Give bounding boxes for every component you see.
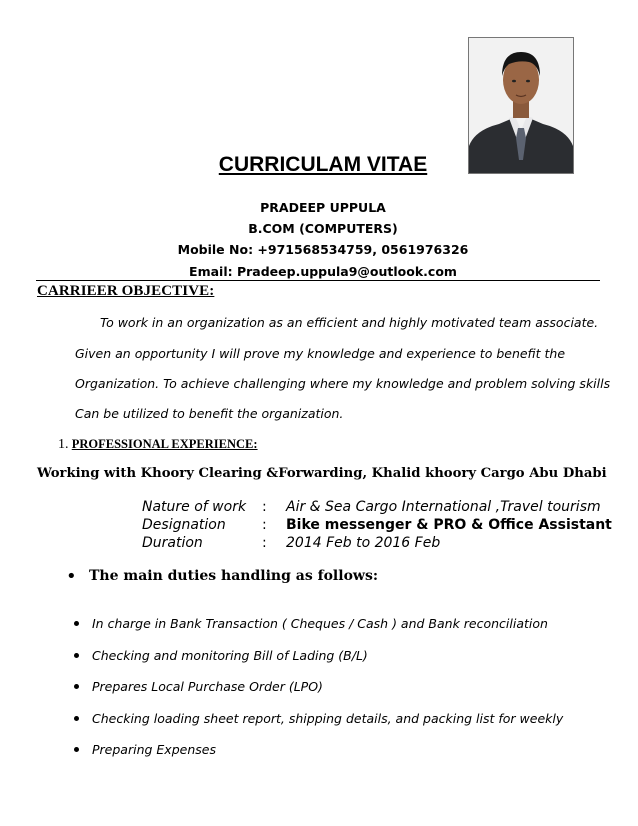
duty-text: Preparing Expenses — [92, 742, 216, 757]
objective-heading: CARRIEER OBJECTIVE: — [37, 283, 215, 299]
objective-line-4: Can be utilized to benefit the organization. — [75, 406, 344, 421]
duty-item — [74, 742, 216, 757]
duty-text: Prepares Local Purchase Order (LPO) — [92, 679, 323, 694]
experience-heading: PROFESSIONAL EXPERIENCE: — [71, 437, 258, 451]
bullet-icon: • — [66, 566, 77, 587]
duty-item — [74, 711, 563, 726]
detail-label-nature: Nature of work — [142, 499, 247, 515]
bullet-icon — [74, 621, 79, 626]
section-number: 1. — [58, 437, 69, 452]
mobile-number: Mobile No: +971568534759, 0561976326 — [177, 242, 469, 257]
bullet-icon — [74, 684, 79, 689]
objective-line-2: Given an opportunity I will prove my knowledge and experience to benefit the — [75, 346, 566, 361]
duty-text: In charge in Bank Transaction ( Cheques / Cash ) and Bank reconciliation — [92, 616, 548, 631]
objective-line-1: To work in an organization as an efficient and highly motivated team associate. — [100, 315, 599, 330]
detail-sep-duration: : — [262, 535, 267, 551]
duty-text: Checking and monitoring Bill of Lading (B/L) — [92, 648, 368, 663]
detail-sep-designation: : — [262, 517, 267, 533]
duty-item — [74, 616, 548, 631]
detail-value-nature: Air & Sea Cargo International ,Travel tourism — [286, 499, 601, 515]
detail-value-duration: 2014 Feb to 2016 Feb — [286, 535, 441, 551]
bullet-icon — [74, 747, 79, 752]
duty-item — [74, 679, 323, 694]
header-divider — [36, 280, 600, 281]
candidate-qualification: B.COM (COMPUTERS) — [248, 221, 398, 236]
candidate-name: PRADEEP UPPULA — [260, 200, 386, 215]
objective-line-3: Organization. To achieve challenging where my knowledge and problem solving skills — [75, 376, 611, 391]
detail-label-duration: Duration — [142, 535, 203, 551]
duty-text: Checking loading sheet report, shipping details, and packing list for weekly — [92, 711, 564, 726]
detail-value-designation: Bike messenger & PRO & Office Assistant — [286, 517, 612, 533]
duty-item — [74, 648, 368, 663]
page-title: CURRICULAM VITAE — [218, 153, 428, 176]
company-line: Working with Khoory Clearing &Forwarding, Khalid khoory Cargo Abu Dhabi — [37, 466, 607, 481]
bullet-icon — [74, 653, 79, 658]
bullet-icon — [74, 716, 79, 721]
detail-label-designation: Designation — [142, 517, 226, 533]
email-address: Email: Pradeep.uppula9@outlook.com — [189, 264, 457, 279]
experience-heading-row — [58, 436, 258, 453]
detail-sep-nature: : — [262, 499, 267, 515]
duties-heading: The main duties handling as follows: — [89, 568, 379, 584]
